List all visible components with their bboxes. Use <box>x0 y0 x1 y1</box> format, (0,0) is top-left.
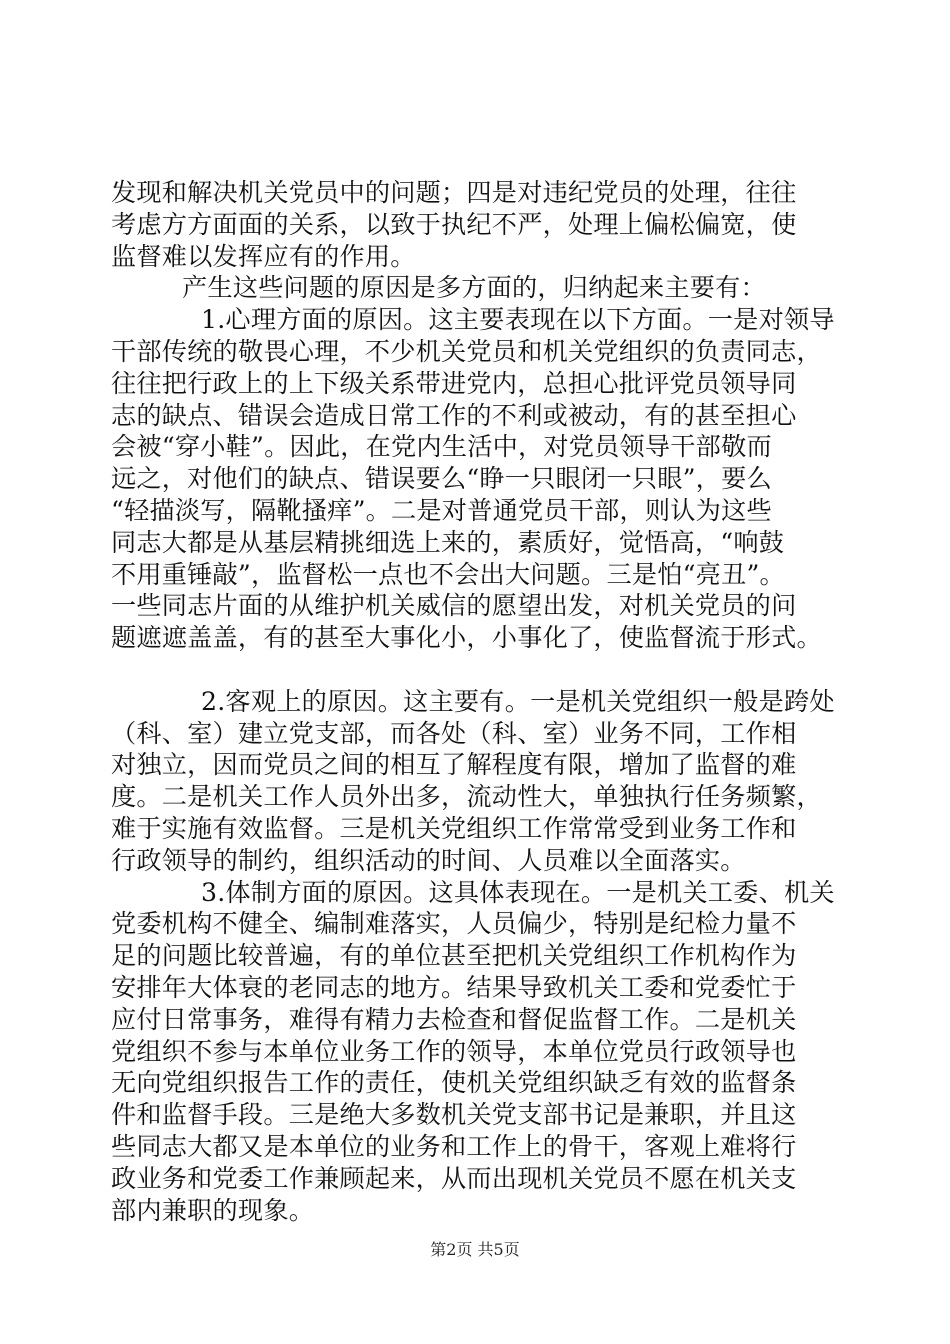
text-line: 一些同志片面的从维护机关威信的愿望出发，对机关党员的问 <box>111 591 797 621</box>
text-line: （科、室）建立党支部，而各处（科、室）业务不同，工作相 <box>111 718 797 748</box>
text-line: 1.心理方面的原因。这主要表现在以下方面。一是对领导 <box>201 305 835 335</box>
text-line: 志的缺点、错误会造成日常工作的不利或被动，有的甚至担心 <box>111 400 797 430</box>
text-line: 不用重锤敲”，监督松一点也不会出大问题。三是怕“亮丑”。 <box>111 559 785 589</box>
text-line: “轻描淡写，隔靴搔痒”。二是对普通党员干部，则认为这些 <box>111 495 772 525</box>
text-line: 度。二是机关工作人员外出多，流动性大，单独执行任务频繁， <box>111 782 822 812</box>
paragraph-psychological-causes <box>111 304 847 654</box>
text-line: 应付日常事务，难得有精力去检查和督促监督工作。二是机关 <box>111 1004 797 1034</box>
text-line: 监督难以发挥应有的作用。 <box>111 241 416 271</box>
text-line: 往往把行政上的上下级关系带进党内，总担心批评党员领导同 <box>111 368 797 398</box>
text-line: 安排年大体衰的老同志的地方。结果导致机关工委和党委忙于 <box>111 972 797 1002</box>
paragraph-objective-causes <box>111 686 847 877</box>
text-line: 对独立，因而党员之间的相互了解程度有限，增加了监督的难 <box>111 750 797 780</box>
page-number-footer: 第2页 共5页 <box>430 1240 520 1259</box>
text-line: 会被“穿小鞋”。因此，在党内生活中，对党员领导干部敬而 <box>111 432 772 462</box>
text-line: 些同志大都又是本单位的业务和工作上的骨干，客观上难将行 <box>111 1131 797 1161</box>
text-line: 行政领导的制约，组织活动的时间、人员难以全面落实。 <box>111 845 746 875</box>
text-line: 产生这些问题的原因是多方面的，归纳起来主要有： <box>182 273 766 303</box>
text-line: 党组织不参与本单位业务工作的领导，本单位党员行政领导也 <box>111 1036 797 1066</box>
paragraph-continuation <box>111 177 847 272</box>
text-line: 难于实施有效监督。三是机关党组织工作常常受到业务工作和 <box>111 813 797 843</box>
text-line: 发现和解决机关党员中的问题；四是对违纪党员的处理，往往 <box>111 178 797 207</box>
text-line: 党委机构不健全、编制难落实，人员偏少，特别是纪检力量不 <box>111 909 797 939</box>
paragraph-spacer <box>111 654 847 686</box>
text-line: 题遮遮盖盖，有的甚至大事化小，小事化了，使监督流于形式。 <box>111 623 822 653</box>
text-line: 足的问题比较普遍，有的单位甚至把机关党组织工作机构作为 <box>111 941 797 971</box>
text-line: 远之，对他们的缺点、错误要么“睁一只眼闭一只眼”，要么 <box>111 464 772 494</box>
document-body <box>111 177 847 1226</box>
text-line: 考虑方方面面的关系，以致于执纪不严，处理上偏松偏宽，使 <box>111 209 797 239</box>
text-line: 2.客观上的原因。这主要有。一是机关党组织一般是跨处 <box>201 686 835 716</box>
text-line: 3.体制方面的原因。这具体表现在。一是机关工委、机关 <box>201 877 835 907</box>
text-line: 政业务和党委工作兼顾起来，从而出现机关党员不愿在机关支 <box>111 1163 797 1193</box>
text-line: 无向党组织报告工作的责任，使机关党组织缺乏有效的监督条 <box>111 1068 797 1098</box>
text-line: 件和监督手段。三是绝大多数机关党支部书记是兼职，并且这 <box>111 1100 797 1130</box>
text-line: 干部传统的敬畏心理，不少机关党员和机关党组织的负责同志， <box>111 336 822 366</box>
paragraph-causes-intro <box>111 272 847 304</box>
text-line: 部内兼职的现象。 <box>111 1195 315 1225</box>
paragraph-institutional-causes <box>111 877 847 1227</box>
text-line: 同志大都是从基层精挑细选上来的，素质好，觉悟高，“响鼓 <box>111 527 785 557</box>
